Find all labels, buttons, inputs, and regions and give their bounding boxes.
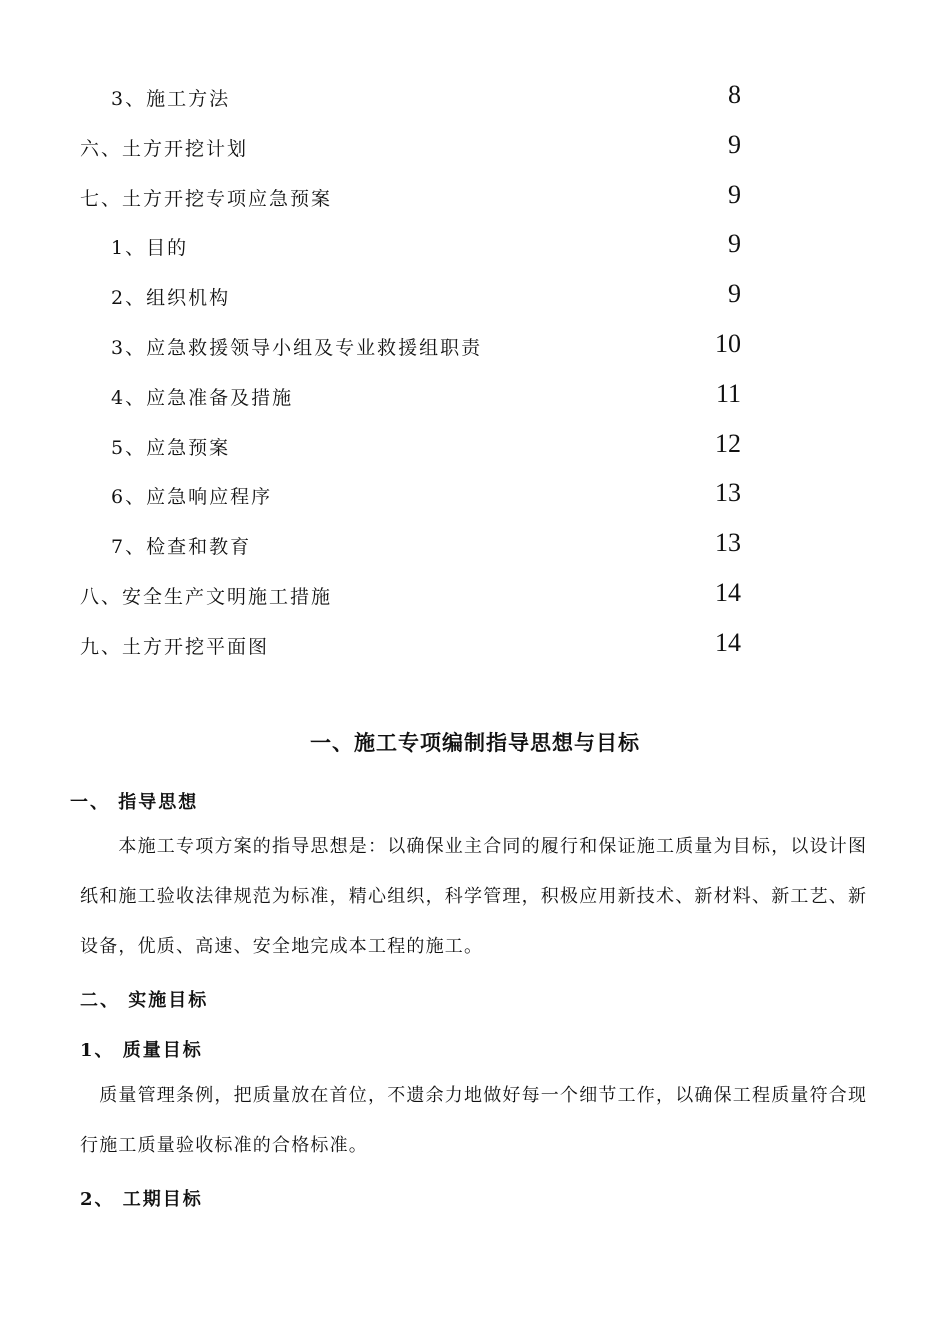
- toc-row[interactable]: [0, 369, 950, 419]
- schedule-goal-heading: 2、 工期目标: [80, 1189, 203, 1210]
- toc-row[interactable]: [0, 269, 950, 319]
- toc-label: 6、应急响应程序: [111, 486, 273, 509]
- toc-label: 八、安全生产文明施工措施: [80, 585, 333, 608]
- toc-row[interactable]: [0, 120, 950, 170]
- toc-label: 7、检查和教育: [111, 536, 252, 559]
- toc-page-number: 14: [715, 577, 741, 607]
- toc-row[interactable]: [0, 518, 950, 568]
- toc-page-number: 9: [728, 179, 741, 209]
- toc-row[interactable]: [0, 618, 950, 668]
- toc-page-number: 9: [728, 229, 741, 259]
- toc-page-number: 13: [715, 528, 741, 558]
- toc-row[interactable]: [0, 568, 950, 618]
- toc-label: 4、应急准备及措施: [111, 386, 294, 409]
- toc-row[interactable]: [0, 468, 950, 518]
- toc-label: 5、应急预案: [111, 436, 231, 459]
- toc-label: 六、土方开挖计划: [80, 137, 249, 160]
- toc-page-number: 10: [715, 328, 741, 358]
- toc-label: 1、目的: [111, 237, 189, 260]
- toc-row[interactable]: [0, 419, 950, 469]
- toc-page-number: 14: [715, 627, 741, 657]
- toc-page-number: 9: [728, 129, 741, 159]
- toc-row[interactable]: [0, 170, 950, 220]
- section-title: 一、施工专项编制指导思想与目标: [310, 731, 640, 755]
- toc-label: 七、土方开挖专项应急预案: [80, 187, 333, 210]
- toc-label: 2、组织机构: [111, 287, 231, 310]
- quality-goal-heading: 1、 质量目标: [80, 1040, 203, 1061]
- toc-page-number: 12: [715, 428, 741, 458]
- toc-page-number: 11: [715, 378, 741, 408]
- toc-row[interactable]: [0, 70, 950, 120]
- implementation-goals-heading: 二、 实施目标: [80, 990, 209, 1011]
- guiding-ideology-heading: 一、 指导思想: [70, 792, 199, 813]
- toc-page-number: 8: [728, 80, 741, 109]
- toc-row[interactable]: [0, 219, 950, 269]
- toc-row[interactable]: [0, 319, 950, 369]
- toc-label: 3、施工方法: [111, 88, 231, 110]
- guiding-ideology-paragraph: 本施工专项方案的指导思想是：以确保业主合同的履行和保证施工质量为目标，以设计图纸和施工验收法律规范为标准，精心组织，科学管理，积极应用新技术、新材料、新工艺、新设备，优质、高速、安全地完成本工程的施工。: [80, 836, 868, 957]
- toc-label: 3、应急救援领导小组及专业救援组职责: [111, 336, 483, 359]
- toc-page-number: 9: [728, 279, 741, 309]
- toc-page-number: 13: [715, 478, 741, 508]
- table-of-contents: [0, 70, 950, 668]
- toc-label: 九、土方开挖平面图: [80, 635, 270, 658]
- quality-goal-paragraph: 质量管理条例，把质量放在首位，不遗余力地做好每一个细节工作，以确保工程质量符合现行施工质量验收标准的合格标准。: [80, 1085, 868, 1156]
